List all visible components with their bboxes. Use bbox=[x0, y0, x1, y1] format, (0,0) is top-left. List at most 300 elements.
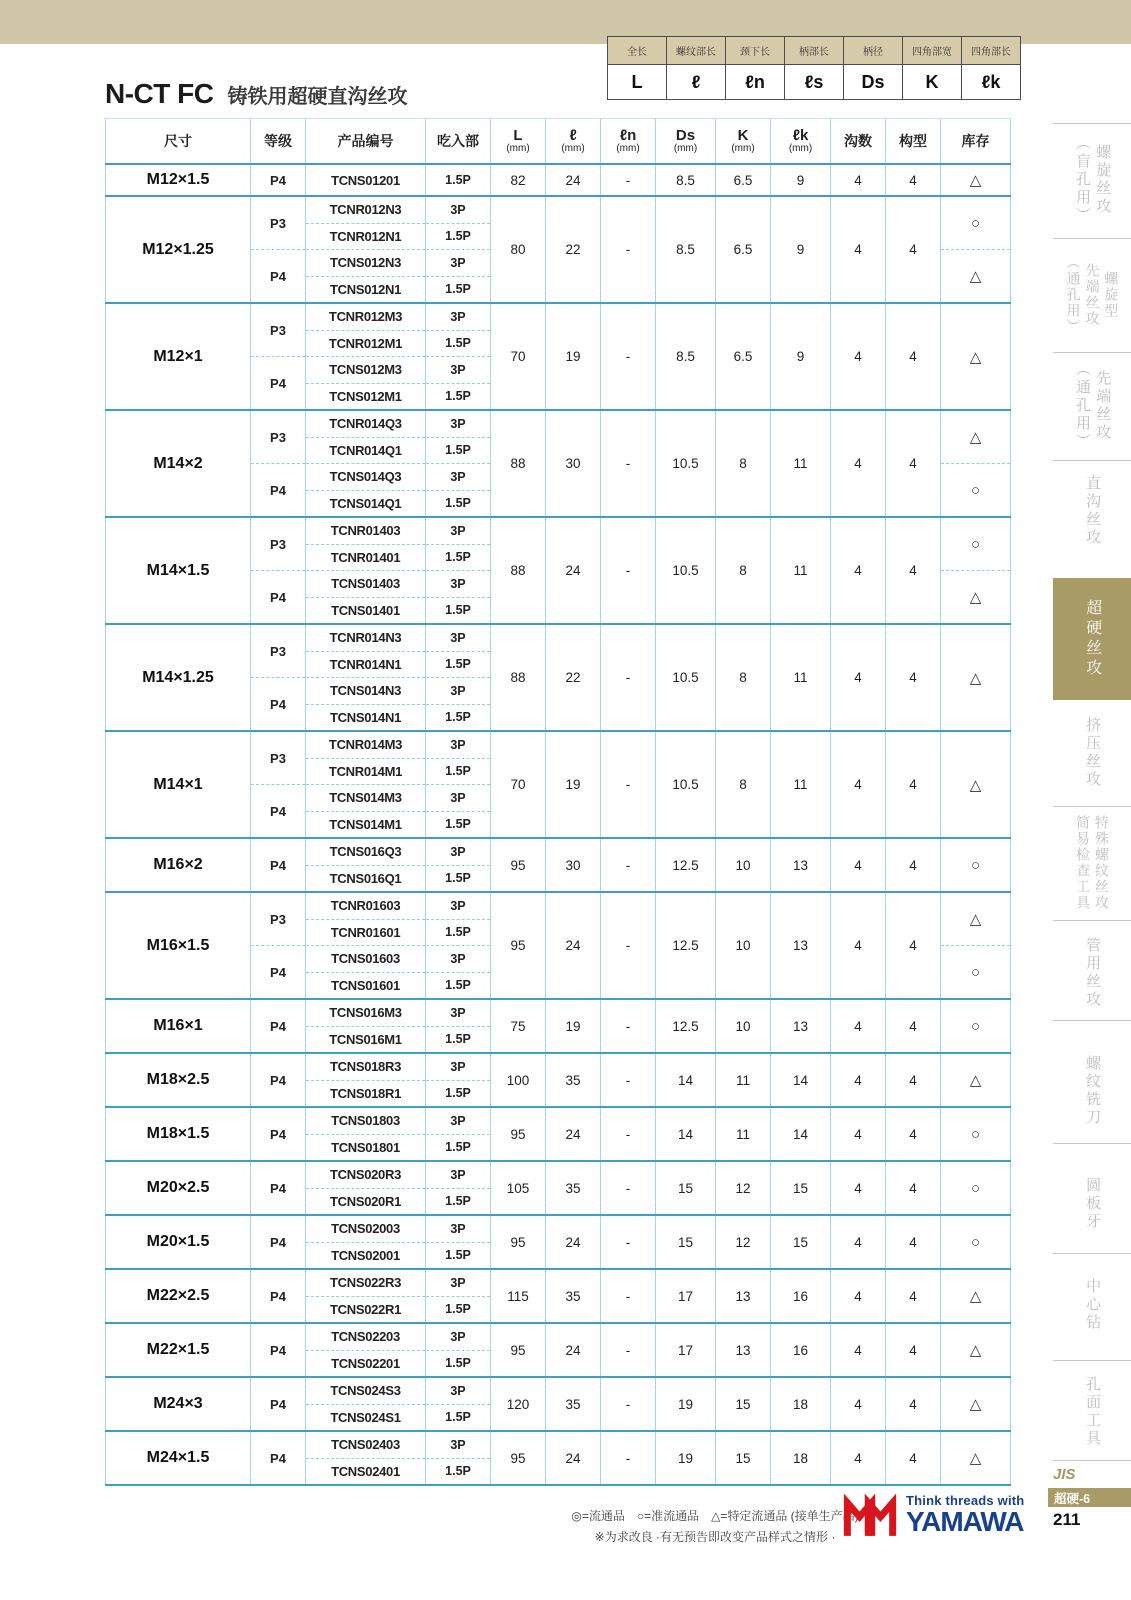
product-code-cell: TCNS012M1 bbox=[306, 383, 426, 410]
chamfer-cell: 1.5P bbox=[426, 1134, 491, 1161]
table-row bbox=[106, 838, 1011, 865]
size-cell: M20×1.5 bbox=[106, 1215, 251, 1269]
stock-cell: ○ bbox=[941, 196, 1011, 250]
dimension-cell: 4 bbox=[831, 303, 886, 410]
sidebar-tab-label: （通孔用） bbox=[1074, 360, 1091, 451]
dimension-cell: 35 bbox=[546, 1053, 601, 1107]
col-header-dim: Ds (mm) bbox=[656, 119, 716, 165]
dimension-cell: 15 bbox=[656, 1161, 716, 1215]
dimension-cell: - bbox=[601, 624, 656, 731]
product-code-cell: TCNR014Q1 bbox=[306, 437, 426, 464]
dimension-cell: 4 bbox=[831, 1215, 886, 1269]
size-cell: M16×1.5 bbox=[106, 892, 251, 999]
product-code-cell: TCNS02403 bbox=[306, 1431, 426, 1458]
dimension-cell: 4 bbox=[886, 838, 941, 892]
dim-legend-label: 颈下长 bbox=[726, 37, 785, 65]
sidebar-tab-label: 简易检查工具 bbox=[1075, 815, 1091, 911]
dimension-cell: 35 bbox=[546, 1161, 601, 1215]
dimension-cell: 82 bbox=[491, 164, 546, 196]
table-row bbox=[106, 1107, 1011, 1134]
dimension-cell: 13 bbox=[771, 892, 831, 999]
product-code-cell: TCNR01403 bbox=[306, 517, 426, 544]
dimension-cell: 88 bbox=[491, 624, 546, 731]
sidebar-divider bbox=[1053, 1020, 1131, 1021]
chamfer-cell: 1.5P bbox=[426, 383, 491, 410]
dimension-cell: 24 bbox=[546, 164, 601, 196]
dimension-cell: 17 bbox=[656, 1269, 716, 1323]
dimension-cell: 24 bbox=[546, 517, 601, 624]
dimension-cell: 12 bbox=[716, 1215, 771, 1269]
dim-legend-symbol: ℓs bbox=[785, 65, 844, 100]
col-header-dim: K (mm) bbox=[716, 119, 771, 165]
stock-cell: ○ bbox=[941, 838, 1011, 892]
sidebar-tab-10[interactable] bbox=[1053, 1168, 1131, 1240]
dimension-cell: 35 bbox=[546, 1377, 601, 1431]
dimension-cell: 35 bbox=[546, 1269, 601, 1323]
chamfer-cell: 3P bbox=[426, 999, 491, 1026]
grade-cell: P4 bbox=[251, 1053, 306, 1107]
col-header-dim: L (mm) bbox=[491, 119, 546, 165]
table-row bbox=[106, 731, 1011, 758]
logo-tagline: Think threads with bbox=[906, 1493, 1025, 1508]
dimension-cell: 13 bbox=[771, 999, 831, 1053]
sidebar-tab-9[interactable] bbox=[1053, 1050, 1131, 1132]
product-code-cell: TCNS016M3 bbox=[306, 999, 426, 1026]
chamfer-cell: 1.5P bbox=[426, 1242, 491, 1269]
sidebar-divider bbox=[1053, 460, 1131, 461]
sidebar-divider bbox=[1053, 352, 1131, 353]
dimension-cell: 11 bbox=[771, 410, 831, 517]
sidebar-tab-11[interactable] bbox=[1053, 1272, 1131, 1337]
dimension-cell: 15 bbox=[656, 1215, 716, 1269]
stock-legend-line: ◎=流通品 ○=准流通品 △=特定流通品 (接单生产品) bbox=[571, 1509, 859, 1523]
grade-cell: P4 bbox=[251, 1161, 306, 1215]
dimension-cell: 12.5 bbox=[656, 999, 716, 1053]
dim-legend-label: 柄径 bbox=[844, 37, 903, 65]
dimension-cell: 9 bbox=[771, 303, 831, 410]
sidebar-tab-label: 超硬丝攻 bbox=[1083, 599, 1101, 679]
dimension-cell: 22 bbox=[546, 196, 601, 303]
product-code-cell: TCNR01603 bbox=[306, 892, 426, 919]
dimension-cell: 14 bbox=[771, 1053, 831, 1107]
product-code-cell: TCNR012M3 bbox=[306, 303, 426, 330]
dimension-cell: 88 bbox=[491, 410, 546, 517]
product-code-cell: TCNS014N3 bbox=[306, 678, 426, 705]
grade-cell: P4 bbox=[251, 357, 306, 411]
stock-cell: △ bbox=[941, 303, 1011, 410]
product-code-cell: TCNS016M1 bbox=[306, 1026, 426, 1053]
chamfer-cell: 1.5P bbox=[426, 490, 491, 517]
chamfer-cell: 1.5P bbox=[426, 1350, 491, 1377]
product-code-cell: TCNR01401 bbox=[306, 544, 426, 571]
dim-legend-symbol: ℓn bbox=[726, 65, 785, 100]
chamfer-cell: 1.5P bbox=[426, 437, 491, 464]
table-row bbox=[106, 1323, 1011, 1350]
stock-cell: △ bbox=[941, 892, 1011, 946]
dimension-cell: 19 bbox=[656, 1431, 716, 1485]
product-code-cell: TCNS01201 bbox=[306, 164, 426, 196]
dimension-cell: 100 bbox=[491, 1053, 546, 1107]
size-cell: M22×2.5 bbox=[106, 1269, 251, 1323]
chamfer-cell: 1.5P bbox=[426, 330, 491, 357]
chamfer-cell: 1.5P bbox=[426, 1458, 491, 1485]
chamfer-cell: 1.5P bbox=[426, 704, 491, 731]
dimension-cell: 4 bbox=[886, 1107, 941, 1161]
dimension-cell: 10.5 bbox=[656, 517, 716, 624]
product-code-cell: TCNS01401 bbox=[306, 597, 426, 624]
product-code-cell: TCNS01601 bbox=[306, 972, 426, 999]
product-code-cell: TCNS020R3 bbox=[306, 1161, 426, 1188]
col-header-size: 尺寸 bbox=[106, 119, 251, 165]
dimension-cell: 4 bbox=[831, 1431, 886, 1485]
grade-cell: P4 bbox=[251, 1377, 306, 1431]
stock-cell: ○ bbox=[941, 999, 1011, 1053]
chamfer-cell: 3P bbox=[426, 1431, 491, 1458]
dimension-legend-table bbox=[607, 36, 1021, 100]
dimension-cell: 8 bbox=[716, 410, 771, 517]
dimension-cell: 18 bbox=[771, 1377, 831, 1431]
dimension-cell: 4 bbox=[831, 1377, 886, 1431]
grade-cell: P4 bbox=[251, 464, 306, 518]
product-code-cell: TCNR014M1 bbox=[306, 758, 426, 785]
chamfer-cell: 3P bbox=[426, 785, 491, 812]
product-code-cell: TCNS022R3 bbox=[306, 1269, 426, 1296]
dimension-cell: - bbox=[601, 999, 656, 1053]
size-cell: M14×1.25 bbox=[106, 624, 251, 731]
dimension-cell: 4 bbox=[886, 624, 941, 731]
table-row bbox=[106, 410, 1011, 437]
dimension-cell: 4 bbox=[886, 731, 941, 838]
dimension-cell: 75 bbox=[491, 999, 546, 1053]
dimension-cell: 4 bbox=[831, 164, 886, 196]
chamfer-cell: 3P bbox=[426, 892, 491, 919]
dim-legend-symbol: L bbox=[608, 65, 667, 100]
col-header-stock: 库存 bbox=[941, 119, 1011, 165]
dimension-cell: 6.5 bbox=[716, 164, 771, 196]
dimension-cell: 4 bbox=[886, 517, 941, 624]
dimension-cell: 8 bbox=[716, 731, 771, 838]
dimension-cell: 95 bbox=[491, 838, 546, 892]
dimension-cell: 14 bbox=[656, 1053, 716, 1107]
stock-cell: ○ bbox=[941, 946, 1011, 1000]
dimension-cell: 4 bbox=[831, 1161, 886, 1215]
dimension-cell: 95 bbox=[491, 1323, 546, 1377]
dimension-cell: 6.5 bbox=[716, 303, 771, 410]
product-code-cell: TCNR012N3 bbox=[306, 196, 426, 223]
dimension-cell: 4 bbox=[831, 838, 886, 892]
dimension-cell: 95 bbox=[491, 1107, 546, 1161]
dimension-cell: 4 bbox=[831, 999, 886, 1053]
table-row bbox=[106, 196, 1011, 223]
dim-legend-symbol: ℓk bbox=[962, 65, 1021, 100]
sidebar-divider bbox=[1053, 123, 1131, 124]
table-row bbox=[106, 164, 1011, 196]
stock-cell: △ bbox=[941, 410, 1011, 464]
dimension-cell: 4 bbox=[886, 410, 941, 517]
dimension-cell: 12.5 bbox=[656, 838, 716, 892]
dimension-cell: - bbox=[601, 1161, 656, 1215]
dimension-cell: 4 bbox=[886, 196, 941, 303]
dimension-cell: 4 bbox=[831, 196, 886, 303]
sidebar-tab-4[interactable] bbox=[1053, 468, 1131, 553]
size-cell: M20×2.5 bbox=[106, 1161, 251, 1215]
product-code-cell: TCNS024S3 bbox=[306, 1377, 426, 1404]
dimension-cell: - bbox=[601, 1431, 656, 1485]
chamfer-cell: 3P bbox=[426, 1053, 491, 1080]
product-code-cell: TCNS01603 bbox=[306, 946, 426, 973]
sidebar-tab-1[interactable] bbox=[1053, 130, 1131, 230]
product-code-cell: TCNS012M3 bbox=[306, 357, 426, 384]
grade-cell: P4 bbox=[251, 1269, 306, 1323]
dimension-cell: 4 bbox=[886, 1323, 941, 1377]
sidebar-divider bbox=[1053, 920, 1131, 921]
product-code-cell: TCNS018R3 bbox=[306, 1053, 426, 1080]
chamfer-cell: 3P bbox=[426, 410, 491, 437]
chamfer-cell: 3P bbox=[426, 464, 491, 491]
chamfer-cell: 3P bbox=[426, 1269, 491, 1296]
chamfer-cell: 3P bbox=[426, 1161, 491, 1188]
sidebar-tab-label: （盲孔用） bbox=[1074, 135, 1091, 225]
dimension-cell: 11 bbox=[771, 517, 831, 624]
chamfer-cell: 1.5P bbox=[426, 1404, 491, 1431]
dimension-cell: 15 bbox=[771, 1215, 831, 1269]
dimension-cell: 4 bbox=[886, 1377, 941, 1431]
grade-cell: P4 bbox=[251, 250, 306, 304]
table-row bbox=[106, 1161, 1011, 1188]
dimension-cell: 10 bbox=[716, 838, 771, 892]
product-code-cell: TCNS01403 bbox=[306, 571, 426, 598]
stock-cell: ○ bbox=[941, 1107, 1011, 1161]
sidebar-tab-5-active[interactable] bbox=[1053, 578, 1131, 700]
product-code-cell: TCNS01803 bbox=[306, 1107, 426, 1134]
size-cell: M14×1.5 bbox=[106, 517, 251, 624]
dimension-cell: 18 bbox=[771, 1431, 831, 1485]
dimension-cell: 11 bbox=[771, 731, 831, 838]
chamfer-cell: 1.5P bbox=[426, 1296, 491, 1323]
product-code-cell: TCNR012M1 bbox=[306, 330, 426, 357]
product-code-cell: TCNS02003 bbox=[306, 1215, 426, 1242]
product-code-cell: TCNS02401 bbox=[306, 1458, 426, 1485]
sidebar-tab-6[interactable] bbox=[1053, 712, 1131, 794]
dimension-cell: 15 bbox=[771, 1161, 831, 1215]
size-cell: M18×1.5 bbox=[106, 1107, 251, 1161]
chamfer-cell: 3P bbox=[426, 1377, 491, 1404]
series-description: 铸铁用超硬直沟丝攻 bbox=[227, 86, 408, 108]
dimension-cell: 9 bbox=[771, 164, 831, 196]
dim-legend-label: 螺纹部长 bbox=[667, 37, 726, 65]
chamfer-cell: 1.5P bbox=[426, 865, 491, 892]
chamfer-cell: 1.5P bbox=[426, 811, 491, 838]
chamfer-cell: 3P bbox=[426, 678, 491, 705]
jis-label: JIS bbox=[1053, 1466, 1076, 1483]
stock-cell: △ bbox=[941, 250, 1011, 304]
size-cell: M24×3 bbox=[106, 1377, 251, 1431]
product-code-cell: TCNS014M1 bbox=[306, 811, 426, 838]
dimension-cell: - bbox=[601, 196, 656, 303]
col-header-code: 产品编号 bbox=[306, 119, 426, 165]
col-header-flutes: 沟数 bbox=[831, 119, 886, 165]
stock-cell: △ bbox=[941, 571, 1011, 625]
dim-legend-label: 四角部宽 bbox=[903, 37, 962, 65]
dimension-cell: 8 bbox=[716, 517, 771, 624]
grade-cell: P3 bbox=[251, 517, 306, 571]
product-code-cell: TCNS014N1 bbox=[306, 704, 426, 731]
chamfer-cell: 1.5P bbox=[426, 1080, 491, 1107]
dim-legend-symbol: Ds bbox=[844, 65, 903, 100]
dimension-cell: 13 bbox=[771, 838, 831, 892]
chamfer-cell: 1.5P bbox=[426, 1188, 491, 1215]
table-row bbox=[106, 1215, 1011, 1242]
product-code-cell: TCNR014N3 bbox=[306, 624, 426, 651]
stock-cell: ○ bbox=[941, 517, 1011, 571]
chamfer-cell: 3P bbox=[426, 571, 491, 598]
col-header-dim: ℓn (mm) bbox=[601, 119, 656, 165]
table-row bbox=[106, 624, 1011, 651]
dimension-cell: 4 bbox=[886, 1161, 941, 1215]
product-code-cell: TCNS016Q1 bbox=[306, 865, 426, 892]
size-cell: M14×1 bbox=[106, 731, 251, 838]
sidebar-tab-7[interactable] bbox=[1053, 810, 1131, 916]
product-code-cell: TCNR014M3 bbox=[306, 731, 426, 758]
dimension-cell: 19 bbox=[546, 303, 601, 410]
grade-cell: P4 bbox=[251, 678, 306, 732]
chamfer-cell: 1.5P bbox=[426, 919, 491, 946]
dimension-cell: 12.5 bbox=[656, 892, 716, 999]
sidebar-tab-2[interactable] bbox=[1053, 245, 1131, 345]
stock-cell: △ bbox=[941, 1377, 1011, 1431]
chamfer-cell: 3P bbox=[426, 624, 491, 651]
sidebar-divider bbox=[1053, 1460, 1131, 1461]
dimension-cell: 19 bbox=[656, 1377, 716, 1431]
dimension-cell: 80 bbox=[491, 196, 546, 303]
table-row bbox=[106, 1053, 1011, 1080]
chamfer-cell: 3P bbox=[426, 196, 491, 223]
dimension-cell: 4 bbox=[831, 624, 886, 731]
product-code-cell: TCNS02201 bbox=[306, 1350, 426, 1377]
sidebar-tab-8[interactable] bbox=[1053, 930, 1131, 1015]
dimension-cell: 9 bbox=[771, 196, 831, 303]
dimension-cell: 14 bbox=[771, 1107, 831, 1161]
dimension-cell: 10.5 bbox=[656, 410, 716, 517]
table-row bbox=[106, 1431, 1011, 1458]
sidebar-tab-12[interactable] bbox=[1053, 1372, 1131, 1452]
dimension-cell: 4 bbox=[886, 1269, 941, 1323]
dimension-cell: - bbox=[601, 731, 656, 838]
dimension-cell: 70 bbox=[491, 303, 546, 410]
grade-cell: P4 bbox=[251, 838, 306, 892]
product-code-cell: TCNR01601 bbox=[306, 919, 426, 946]
chamfer-cell: 3P bbox=[426, 1215, 491, 1242]
sidebar-divider bbox=[1053, 1253, 1131, 1254]
yamawa-logo-text bbox=[906, 1494, 1024, 1536]
stock-cell: △ bbox=[941, 731, 1011, 838]
dimension-cell: 4 bbox=[831, 892, 886, 999]
dimension-cell: - bbox=[601, 410, 656, 517]
product-code-cell: TCNS024S1 bbox=[306, 1404, 426, 1431]
dimension-cell: 22 bbox=[546, 624, 601, 731]
dimension-cell: 13 bbox=[716, 1269, 771, 1323]
dimension-cell: 24 bbox=[546, 892, 601, 999]
dimension-cell: 24 bbox=[546, 1215, 601, 1269]
product-code-cell: TCNS022R1 bbox=[306, 1296, 426, 1323]
dimension-cell: - bbox=[601, 1215, 656, 1269]
chamfer-cell: 1.5P bbox=[426, 651, 491, 678]
chamfer-cell: 1.5P bbox=[426, 276, 491, 303]
product-code-cell: TCNS02203 bbox=[306, 1323, 426, 1350]
size-cell: M22×1.5 bbox=[106, 1323, 251, 1377]
grade-cell: P4 bbox=[251, 946, 306, 1000]
stock-cell: △ bbox=[941, 624, 1011, 731]
dimension-cell: 105 bbox=[491, 1161, 546, 1215]
stock-cell: ○ bbox=[941, 1215, 1011, 1269]
dimension-cell: 4 bbox=[886, 303, 941, 410]
dimension-cell: 15 bbox=[716, 1377, 771, 1431]
sidebar-tab-label: 特殊螺纹丝攻 bbox=[1093, 815, 1110, 911]
dimension-cell: 4 bbox=[831, 1269, 886, 1323]
series-code: N-CT FC bbox=[105, 78, 214, 109]
dimension-cell: 11 bbox=[771, 624, 831, 731]
page-number: 211 bbox=[1053, 1510, 1081, 1529]
dimension-cell: - bbox=[601, 303, 656, 410]
product-code-cell: TCNR014Q3 bbox=[306, 410, 426, 437]
sidebar-tab-label: 圆板牙 bbox=[1084, 1177, 1102, 1231]
sidebar-divider bbox=[1053, 238, 1131, 239]
grade-cell: P4 bbox=[251, 1431, 306, 1485]
sidebar-tab-label: 先端丝攻 bbox=[1084, 263, 1101, 327]
dimension-cell: 4 bbox=[886, 164, 941, 196]
grade-cell: P4 bbox=[251, 999, 306, 1053]
dimension-cell: 4 bbox=[886, 999, 941, 1053]
dimension-cell: 95 bbox=[491, 1431, 546, 1485]
sidebar-tab-label: 中心钻 bbox=[1084, 1277, 1102, 1332]
dimension-cell: 8 bbox=[716, 624, 771, 731]
dimension-cell: 11 bbox=[716, 1053, 771, 1107]
stock-cell: ○ bbox=[941, 464, 1011, 518]
dimension-cell: 8.5 bbox=[656, 196, 716, 303]
dimension-cell: - bbox=[601, 892, 656, 999]
dimension-cell: 14 bbox=[656, 1107, 716, 1161]
dimension-cell: 4 bbox=[831, 1053, 886, 1107]
dimension-cell: 10 bbox=[716, 999, 771, 1053]
dim-legend-label: 四角部长 bbox=[962, 37, 1021, 65]
dimension-cell: 30 bbox=[546, 410, 601, 517]
disclaimer-note: ※为求改良 ·有无预告即改变产品样式之情形 · bbox=[594, 1530, 836, 1544]
size-cell: M16×2 bbox=[106, 838, 251, 892]
grade-cell: P4 bbox=[251, 164, 306, 196]
dimension-cell: 4 bbox=[886, 1053, 941, 1107]
dim-legend-label: 柄部长 bbox=[785, 37, 844, 65]
stock-cell: △ bbox=[941, 164, 1011, 196]
product-code-cell: TCNS020R1 bbox=[306, 1188, 426, 1215]
chamfer-cell: 1.5P bbox=[426, 1026, 491, 1053]
dimension-cell: 6.5 bbox=[716, 196, 771, 303]
product-code-cell: TCNS014Q3 bbox=[306, 464, 426, 491]
stock-cell: ○ bbox=[941, 1161, 1011, 1215]
dimension-cell: - bbox=[601, 1107, 656, 1161]
grade-cell: P4 bbox=[251, 571, 306, 625]
chamfer-cell: 3P bbox=[426, 1107, 491, 1134]
grade-cell: P3 bbox=[251, 892, 306, 946]
dimension-cell: 4 bbox=[886, 1431, 941, 1485]
size-cell: M16×1 bbox=[106, 999, 251, 1053]
sidebar-tab-3[interactable] bbox=[1053, 358, 1131, 453]
grade-cell: P3 bbox=[251, 624, 306, 678]
chamfer-cell: 1.5P bbox=[426, 164, 491, 196]
col-header-dim: ℓk (mm) bbox=[771, 119, 831, 165]
page-title bbox=[105, 78, 407, 110]
chamfer-cell: 3P bbox=[426, 838, 491, 865]
product-code-cell: TCNS014M3 bbox=[306, 785, 426, 812]
